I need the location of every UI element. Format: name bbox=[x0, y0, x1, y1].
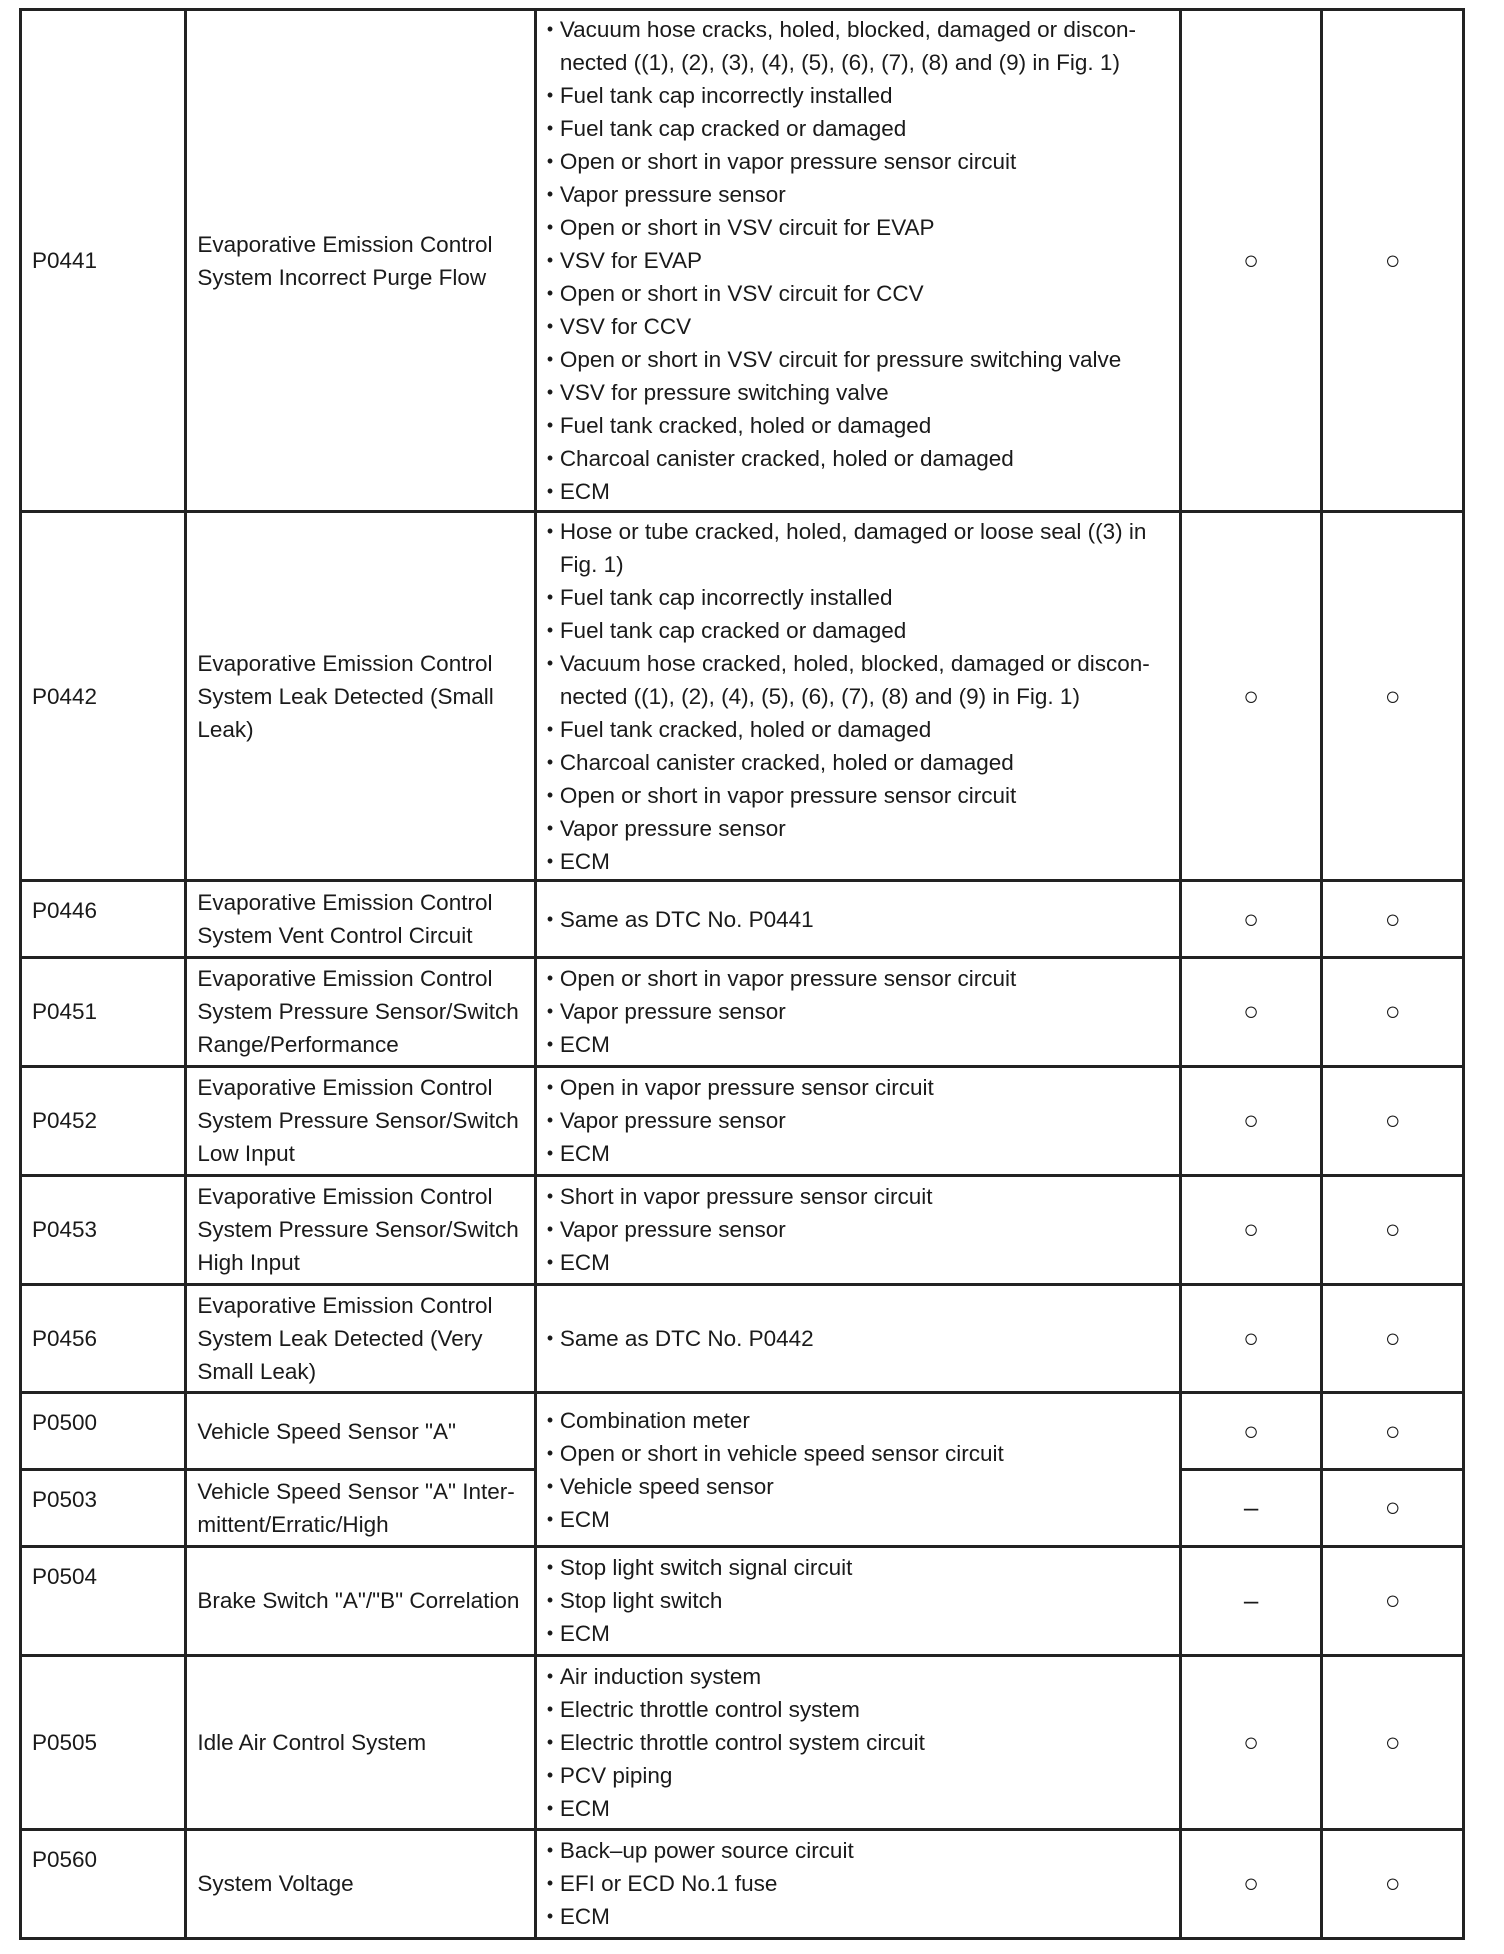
mil-mark: ○ bbox=[1180, 1829, 1322, 1938]
trouble-areas bbox=[535, 1546, 1180, 1655]
detection-item: Vehicle Speed Sensor "A" Inter-mittent/Erratic/High bbox=[186, 1470, 535, 1547]
list-item: • Charcoal canister cracked, holed or damaged bbox=[547, 746, 1169, 779]
mil-mark: ○ bbox=[1180, 1175, 1322, 1284]
trouble-area-list bbox=[547, 1322, 1169, 1355]
list-item: • Back–up power source circuit bbox=[547, 1834, 1169, 1867]
detection-item: Idle Air Control System bbox=[186, 1655, 535, 1829]
list-item: • Hose or tube cracked, holed, damaged or loose seal ((3) in Fig. 1) bbox=[547, 515, 1169, 581]
mil-mark: ○ bbox=[1180, 1393, 1322, 1470]
dtc-table bbox=[19, 8, 1465, 1940]
detection-item: Evaporative Emission Control System Pressure Sensor/Switch Range/Performance bbox=[186, 957, 535, 1066]
dtc-code: P0504 bbox=[21, 1546, 186, 1655]
table-row bbox=[21, 10, 1464, 512]
trouble-areas bbox=[535, 957, 1180, 1066]
detection-item: Evaporative Emission Control System Vent Control Circuit bbox=[186, 881, 535, 958]
list-item: • VSV for EVAP bbox=[547, 244, 1169, 277]
memory-mark: ○ bbox=[1322, 1655, 1464, 1829]
mil-mark: ○ bbox=[1180, 10, 1322, 512]
list-item: • EFI or ECD No.1 fuse bbox=[547, 1867, 1169, 1900]
list-item: • Fuel tank cap incorrectly installed bbox=[547, 581, 1169, 614]
list-item: • Vehicle speed sensor bbox=[547, 1470, 1169, 1503]
dtc-code: P0453 bbox=[21, 1175, 186, 1284]
dtc-code: P0560 bbox=[21, 1829, 186, 1938]
detection-item: Evaporative Emission Control System Incorrect Purge Flow bbox=[186, 10, 535, 512]
list-item: • Electric throttle control system bbox=[547, 1693, 1169, 1726]
list-item: • Open or short in VSV circuit for pressure switching valve bbox=[547, 343, 1169, 376]
dtc-code: P0452 bbox=[21, 1066, 186, 1175]
trouble-areas bbox=[535, 1175, 1180, 1284]
list-item: • Fuel tank cracked, holed or damaged bbox=[547, 713, 1169, 746]
table-row bbox=[21, 1175, 1464, 1284]
list-item: • Fuel tank cap incorrectly installed bbox=[547, 79, 1169, 112]
mil-mark: ○ bbox=[1180, 881, 1322, 958]
table-row bbox=[21, 957, 1464, 1066]
list-item: • ECM bbox=[547, 1503, 1169, 1536]
memory-mark: ○ bbox=[1322, 1546, 1464, 1655]
list-item: • Open or short in vehicle speed sensor circuit bbox=[547, 1437, 1169, 1470]
trouble-area-list bbox=[547, 1551, 1169, 1650]
list-item: • Combination meter bbox=[547, 1404, 1169, 1437]
trouble-areas bbox=[535, 10, 1180, 512]
mil-mark: ○ bbox=[1180, 1655, 1322, 1829]
table-row bbox=[21, 1655, 1464, 1829]
dtc-code: P0500 bbox=[21, 1393, 186, 1470]
detection-item: System Voltage bbox=[186, 1829, 535, 1938]
detection-item: Evaporative Emission Control System Pressure Sensor/Switch High Input bbox=[186, 1175, 535, 1284]
list-item: • Stop light switch signal circuit bbox=[547, 1551, 1169, 1584]
trouble-area-list bbox=[547, 1071, 1169, 1170]
mil-mark: ○ bbox=[1180, 1066, 1322, 1175]
list-item: • Same as DTC No. P0442 bbox=[547, 1322, 1169, 1355]
memory-mark: ○ bbox=[1322, 1284, 1464, 1393]
list-item: • Vapor pressure sensor bbox=[547, 812, 1169, 845]
list-item: • ECM bbox=[547, 475, 1169, 508]
list-item: • Vapor pressure sensor bbox=[547, 995, 1169, 1028]
detection-item: Evaporative Emission Control System Leak Detected (Very Small Leak) bbox=[186, 1284, 535, 1393]
list-item: • Electric throttle control system circuit bbox=[547, 1726, 1169, 1759]
trouble-area-list bbox=[547, 1660, 1169, 1825]
list-item: • VSV for pressure switching valve bbox=[547, 376, 1169, 409]
list-item: • ECM bbox=[547, 1246, 1169, 1279]
table-row bbox=[21, 1284, 1464, 1393]
trouble-areas bbox=[535, 1655, 1180, 1829]
list-item: • ECM bbox=[547, 1028, 1169, 1061]
list-item: • ECM bbox=[547, 1792, 1169, 1825]
list-item: • Vapor pressure sensor bbox=[547, 1104, 1169, 1137]
list-item: • Vapor pressure sensor bbox=[547, 1213, 1169, 1246]
list-item: • ECM bbox=[547, 1617, 1169, 1650]
trouble-area-list bbox=[547, 1834, 1169, 1933]
trouble-areas bbox=[535, 1066, 1180, 1175]
trouble-area-list bbox=[547, 515, 1169, 878]
list-item: • Stop light switch bbox=[547, 1584, 1169, 1617]
table-row bbox=[21, 1393, 1464, 1470]
list-item: • Charcoal canister cracked, holed or damaged bbox=[547, 442, 1169, 475]
list-item: • ECM bbox=[547, 1900, 1169, 1933]
list-item: • Open or short in VSV circuit for CCV bbox=[547, 277, 1169, 310]
trouble-area-list bbox=[547, 1404, 1169, 1536]
dtc-code: P0441 bbox=[21, 10, 186, 512]
list-item: • ECM bbox=[547, 845, 1169, 878]
detection-item: Evaporative Emission Control System Leak Detected (Small Leak) bbox=[186, 512, 535, 881]
list-item: • Open or short in vapor pressure sensor circuit bbox=[547, 145, 1169, 178]
table-row bbox=[21, 1829, 1464, 1938]
list-item: • Open or short in VSV circuit for EVAP bbox=[547, 211, 1169, 244]
mil-mark: ○ bbox=[1180, 957, 1322, 1066]
trouble-areas bbox=[535, 512, 1180, 881]
detection-item: Evaporative Emission Control System Pressure Sensor/Switch Low Input bbox=[186, 1066, 535, 1175]
list-item: • VSV for CCV bbox=[547, 310, 1169, 343]
list-item: • ECM bbox=[547, 1137, 1169, 1170]
trouble-areas bbox=[535, 1393, 1180, 1546]
trouble-area-list bbox=[547, 1180, 1169, 1279]
dtc-code: P0451 bbox=[21, 957, 186, 1066]
memory-mark: ○ bbox=[1322, 1066, 1464, 1175]
list-item: • Open in vapor pressure sensor circuit bbox=[547, 1071, 1169, 1104]
list-item: • Fuel tank cap cracked or damaged bbox=[547, 614, 1169, 647]
list-item: • Vacuum hose cracked, holed, blocked, damaged or discon-nected ((1), (2), (4), (5), (6), (7), (8) and (9) in Fig. 1) bbox=[547, 647, 1169, 713]
memory-mark: ○ bbox=[1322, 881, 1464, 958]
memory-mark: ○ bbox=[1322, 1393, 1464, 1470]
dtc-code: P0442 bbox=[21, 512, 186, 881]
list-item: • Vapor pressure sensor bbox=[547, 178, 1169, 211]
list-item: • Same as DTC No. P0441 bbox=[547, 903, 1169, 936]
mil-mark: – bbox=[1180, 1470, 1322, 1547]
table-row bbox=[21, 1546, 1464, 1655]
list-item: • Fuel tank cap cracked or damaged bbox=[547, 112, 1169, 145]
memory-mark: ○ bbox=[1322, 1470, 1464, 1547]
detection-item: Vehicle Speed Sensor "A" bbox=[186, 1393, 535, 1470]
table-row bbox=[21, 881, 1464, 958]
table-row bbox=[21, 512, 1464, 881]
mil-mark: ○ bbox=[1180, 1284, 1322, 1393]
list-item: • Vacuum hose cracks, holed, blocked, damaged or discon-nected ((1), (2), (3), (4), (5), (6), (7), (8) and (9) in Fig. 1) bbox=[547, 13, 1169, 79]
dtc-code: P0505 bbox=[21, 1655, 186, 1829]
list-item: • Fuel tank cracked, holed or damaged bbox=[547, 409, 1169, 442]
trouble-area-list bbox=[547, 13, 1169, 508]
table-row bbox=[21, 1066, 1464, 1175]
trouble-areas bbox=[535, 1829, 1180, 1938]
detection-item: Brake Switch "A"/"B" Correlation bbox=[186, 1546, 535, 1655]
list-item: • Short in vapor pressure sensor circuit bbox=[547, 1180, 1169, 1213]
memory-mark: ○ bbox=[1322, 10, 1464, 512]
list-item: • PCV piping bbox=[547, 1759, 1169, 1792]
dtc-code: P0446 bbox=[21, 881, 186, 958]
mil-mark: ○ bbox=[1180, 512, 1322, 881]
memory-mark: ○ bbox=[1322, 1175, 1464, 1284]
list-item: • Air induction system bbox=[547, 1660, 1169, 1693]
memory-mark: ○ bbox=[1322, 957, 1464, 1066]
list-item: • Open or short in vapor pressure sensor circuit bbox=[547, 779, 1169, 812]
memory-mark: ○ bbox=[1322, 512, 1464, 881]
mil-mark: – bbox=[1180, 1546, 1322, 1655]
trouble-area-list bbox=[547, 962, 1169, 1061]
dtc-code: P0503 bbox=[21, 1470, 186, 1547]
list-item: • Open or short in vapor pressure sensor circuit bbox=[547, 962, 1169, 995]
trouble-area-list bbox=[547, 903, 1169, 936]
trouble-areas bbox=[535, 881, 1180, 958]
memory-mark: ○ bbox=[1322, 1829, 1464, 1938]
trouble-areas bbox=[535, 1284, 1180, 1393]
dtc-code: P0456 bbox=[21, 1284, 186, 1393]
